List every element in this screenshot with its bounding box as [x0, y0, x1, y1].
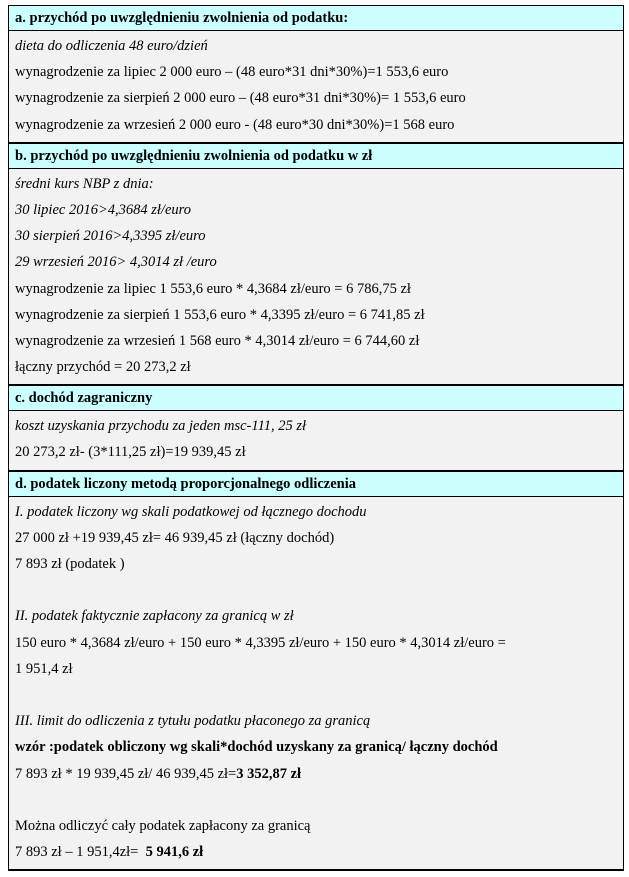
- rate-august-line: 30 sierpień 2016>4,3395 zł/euro: [15, 228, 206, 245]
- final-calculation-line: [15, 839, 623, 865]
- limit-calculation-line: [15, 761, 623, 787]
- section-c-body: [9, 411, 623, 471]
- section-b-header: b. przychód po uwzględnieniu zwolnienia od podatku w zł: [9, 144, 623, 169]
- salary-september-pln-line: wynagrodzenie za wrzesień 1 568 euro * 4,3014 zł/euro = 6 744,60 zł: [15, 332, 420, 349]
- total-income-line: łączny przychód = 20 273,2 zł: [15, 359, 191, 376]
- limit-result-value: 3 352,87 zł: [236, 765, 302, 782]
- diet-deduction-line: dieta do odliczenia 48 euro/dzień: [15, 38, 208, 54]
- spacer: [15, 787, 623, 813]
- deduction-note-line: Można odliczyć cały podatek zapłacony za granicą: [15, 817, 311, 834]
- spacer: [15, 682, 623, 708]
- total-taxable-income-line: 27 000 zł +19 939,45 zł= 46 939,45 zł (łączny dochód): [15, 529, 335, 546]
- salary-september-line: wynagrodzenie za wrzesień 2 000 euro - (48 euro*30 dni*30%)=1 568 euro: [15, 116, 455, 133]
- tax-amount-line: 7 893 zł (podatek ): [15, 556, 125, 572]
- section-b-body: [9, 169, 623, 387]
- section-a-header: a. przychód po uwzględnieniu zwolnienia od podatku:: [9, 6, 623, 31]
- step-3-heading: III. limit do odliczenia z tytułu podatku płaconego za granicą: [15, 713, 371, 730]
- step-2-heading: II. podatek faktycznie zapłacony za granicą w zł: [15, 608, 294, 625]
- nbp-rate-label: średni kurs NBP z dnia:: [15, 175, 154, 192]
- limit-formula-line: wzór :podatek obliczony wg skali*dochód uzyskany za granicą/ łączny dochód: [15, 739, 498, 756]
- final-calculation-text: 7 893 zł – 1 951,4zł=: [15, 844, 146, 861]
- cost-of-income-line: koszt uzyskania przychodu za jeden msc-111, 25 zł: [15, 418, 307, 435]
- limit-calculation-text: 7 893 zł * 19 939,45 zł/ 46 939,45 zł=: [15, 765, 237, 782]
- salary-august-line: wynagrodzenie za sierpień 2 000 euro – (48 euro*31 dni*30%)= 1 553,6 euro: [15, 90, 466, 107]
- salary-july-pln-line: wynagrodzenie za lipiec 1 553,6 euro * 4,3684 zł/euro = 6 786,75 zł: [15, 280, 411, 297]
- section-d-body: [9, 497, 623, 872]
- foreign-tax-result-line: 1 951,4 zł: [15, 660, 73, 677]
- rate-july-line: 30 lipiec 2016>4,3684 zł/euro: [15, 201, 191, 218]
- spacer: [15, 577, 623, 603]
- foreign-tax-formula-line: 150 euro * 4,3684 zł/euro + 150 euro * 4,3395 zł/euro + 150 euro * 4,3014 zł/euro =: [15, 634, 506, 651]
- step-1-heading: I. podatek liczony wg skali podatkowej od łącznego dochodu: [15, 503, 367, 520]
- section-c-header: c. dochód zagraniczny: [9, 386, 623, 411]
- foreign-income-line: 20 273,2 zł- (3*111,25 zł)=19 939,45 zł: [15, 444, 246, 461]
- salary-august-pln-line: wynagrodzenie za sierpień 1 553,6 euro * 4,3395 zł/euro = 6 741,85 zł: [15, 306, 425, 323]
- section-a-body: [9, 31, 623, 144]
- calculation-table: [8, 5, 624, 871]
- rate-september-line: 29 wrzesień 2016> 4,3014 zł /euro: [15, 254, 217, 271]
- salary-july-line: wynagrodzenie za lipiec 2 000 euro – (48 euro*31 dni*30%)=1 553,6 euro: [15, 64, 449, 81]
- final-result-value: 5 941,6 zł: [145, 844, 204, 861]
- section-d-header: d. podatek liczony metodą proporcjonalnego odliczenia: [9, 472, 623, 497]
